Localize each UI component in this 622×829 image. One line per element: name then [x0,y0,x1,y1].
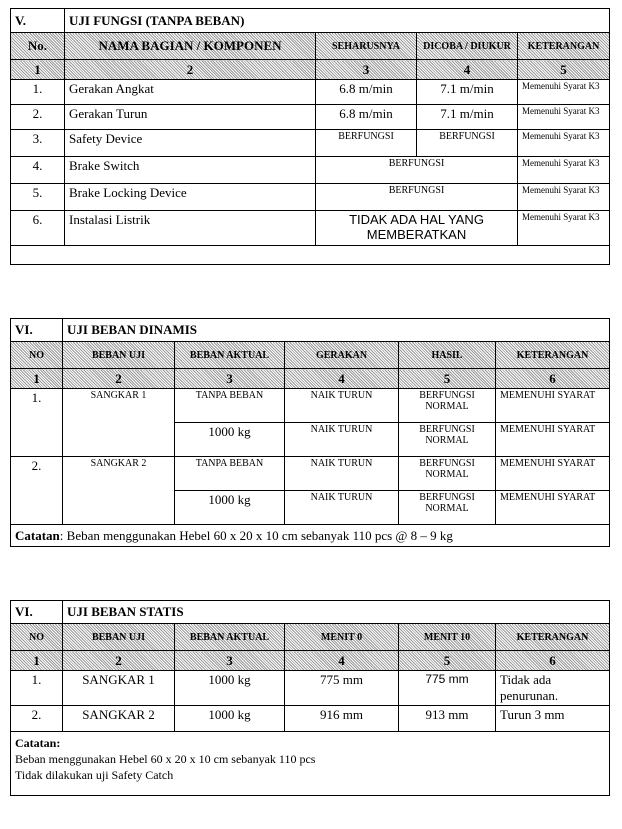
colnum-2: 2 [63,651,175,671]
catatan-text: : Beban menggunakan Hebel 60 x 20 x 10 cm sebanyak 110 pcs @ 8 – 9 kg [59,527,453,543]
row-hasil: BERFUNGSI NORMAL [399,491,496,525]
table-row [11,389,610,423]
uji-beban-dinamis-table [10,318,610,547]
uji-beban-statis-table [10,600,610,796]
row-no: 3. [11,130,65,157]
table-row [11,671,610,706]
colnum-6: 6 [496,651,610,671]
table-row [11,157,610,184]
table-row [11,130,610,157]
colnum-4: 4 [417,60,518,80]
row-beban-aktual: 1000 kg [175,671,285,706]
row-beban-aktual: TANPA BEBAN [175,389,285,423]
header-keterangan: KETERANGAN [518,33,610,60]
row-keterangan: Tidak ada penurunan. [496,671,610,706]
row-no: 2. [11,706,63,732]
colnum-1: 1 [11,60,65,80]
row-name: Brake Switch [65,157,316,184]
row-beban-uji: SANGKAR 1 [63,389,175,457]
row-menit-10: 775 mm [399,671,496,706]
row-menit-0: 916 mm [285,706,399,732]
row-keterangan: MEMENUHI SYARAT [496,423,610,457]
colnum-6: 6 [496,369,610,389]
row-keterangan: MEMENUHI SYARAT [496,491,610,525]
section-number: V. [11,9,65,33]
table-row [11,211,610,246]
row-seharusnya: BERFUNGSI [316,130,417,157]
header-no: NO [11,342,63,369]
row-dicoba: BERFUNGSI [417,130,518,157]
row-keterangan: MEMENUHI SYARAT [496,457,610,491]
header-beban-uji: BEBAN UJI [63,624,175,651]
header-dicoba: DICOBA / DIUKUR [417,33,518,60]
row-beban-uji: SANGKAR 2 [63,457,175,525]
table-row [11,80,610,105]
row-keterangan: Memenuhi Syarat K3 [518,184,610,211]
header-beban-aktual: BEBAN AKTUAL [175,342,285,369]
row-keterangan: Memenuhi Syarat K3 [518,105,610,130]
row-merged-result: BERFUNGSI [316,157,518,184]
header-no: No. [11,33,65,60]
header-keterangan: KETERANGAN [496,624,610,651]
header-gerakan: GERAKAN [285,342,399,369]
row-gerakan: NAIK TURUN [285,491,399,525]
row-keterangan: Memenuhi Syarat K3 [518,157,610,184]
row-menit-0: 775 mm [285,671,399,706]
row-beban-uji: SANGKAR 1 [63,671,175,706]
row-no: 2. [11,105,65,130]
row-no: 1. [11,389,63,457]
row-merged-result: TIDAK ADA HAL YANG MEMBERATKAN [316,211,518,246]
colnum-3: 3 [175,651,285,671]
catatan-line: Beban menggunakan Hebel 60 x 20 x 10 cm sebanyak 110 pcs [15,752,316,766]
colnum-1: 1 [11,369,63,389]
catatan-note [11,525,610,547]
row-no: 6. [11,211,65,246]
row-dicoba: 7.1 m/min [417,80,518,105]
row-name: Gerakan Angkat [65,80,316,105]
header-no: NO [11,624,63,651]
header-menit-0: MENIT 0 [285,624,399,651]
colnum-4: 4 [285,369,399,389]
row-keterangan: Memenuhi Syarat K3 [518,211,610,246]
colnum-3: 3 [316,60,417,80]
row-gerakan: NAIK TURUN [285,457,399,491]
section-title: UJI BEBAN STATIS [63,601,610,624]
row-no: 1. [11,80,65,105]
colnum-2: 2 [63,369,175,389]
row-merged-result: BERFUNGSI [316,184,518,211]
row-beban-aktual: 1000 kg [175,706,285,732]
row-keterangan: Memenuhi Syarat K3 [518,80,610,105]
colnum-5: 5 [518,60,610,80]
row-no: 2. [11,457,63,525]
table-row [11,105,610,130]
header-nama-komponen: NAMA BAGIAN / KOMPONEN [65,33,316,60]
row-beban-aktual: 1000 kg [175,491,285,525]
row-name: Safety Device [65,130,316,157]
header-beban-uji: BEBAN UJI [63,342,175,369]
row-hasil: BERFUNGSI NORMAL [399,457,496,491]
table-row [11,457,610,491]
colnum-3: 3 [175,369,285,389]
row-seharusnya: 6.8 m/min [316,105,417,130]
row-no: 1. [11,671,63,706]
blank-footer-row [11,246,610,265]
row-name: Instalasi Listrik [65,211,316,246]
section-title: UJI FUNGSI (TANPA BEBAN) [65,9,610,33]
row-beban-aktual: 1000 kg [175,423,285,457]
catatan-line: Tidak dilakukan uji Safety Catch [15,768,174,782]
colnum-5: 5 [399,651,496,671]
table-row [11,184,610,211]
row-dicoba: 7.1 m/min [417,105,518,130]
colnum-1: 1 [11,651,63,671]
catatan-label: Catatan [15,527,60,543]
header-keterangan: KETERANGAN [496,342,610,369]
row-menit-10: 913 mm [399,706,496,732]
row-keterangan: MEMENUHI SYARAT [496,389,610,423]
row-hasil: BERFUNGSI NORMAL [399,389,496,423]
row-name: Gerakan Turun [65,105,316,130]
catatan-note [11,732,610,796]
row-beban-uji: SANGKAR 2 [63,706,175,732]
colnum-2: 2 [65,60,316,80]
section-number: VI. [11,601,63,624]
row-beban-aktual: TANPA BEBAN [175,457,285,491]
header-menit-10: MENIT 10 [399,624,496,651]
row-no: 5. [11,184,65,211]
row-keterangan: Turun 3 mm [496,706,610,732]
header-hasil: HASIL [399,342,496,369]
row-hasil: BERFUNGSI NORMAL [399,423,496,457]
table-row [11,706,610,732]
row-keterangan: Memenuhi Syarat K3 [518,130,610,157]
row-gerakan: NAIK TURUN [285,389,399,423]
header-beban-aktual: BEBAN AKTUAL [175,624,285,651]
colnum-4: 4 [285,651,399,671]
row-gerakan: NAIK TURUN [285,423,399,457]
row-name: Brake Locking Device [65,184,316,211]
colnum-5: 5 [399,369,496,389]
header-seharusnya: SEHARUSNYA [316,33,417,60]
row-seharusnya: 6.8 m/min [316,80,417,105]
row-no: 4. [11,157,65,184]
section-number: VI. [11,319,63,342]
catatan-label: Catatan: [15,736,61,750]
uji-fungsi-table [10,8,610,265]
section-title: UJI BEBAN DINAMIS [63,319,610,342]
